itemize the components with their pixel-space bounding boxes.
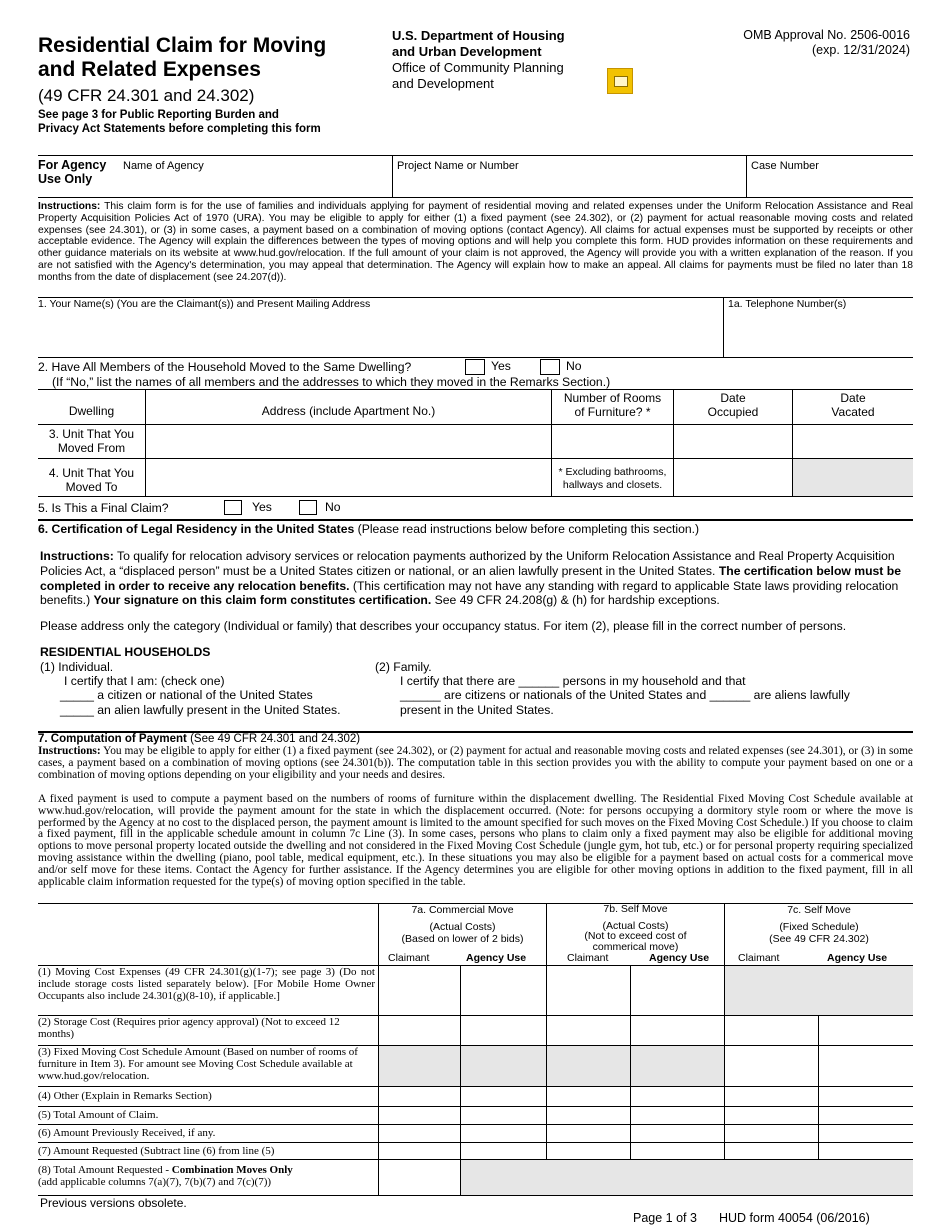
individual-option-citizen[interactable]: _____ a citizen or national of the United States xyxy=(60,688,313,702)
section6-instr-bold2: Your signature on this claim form constitutes certification. xyxy=(93,593,432,608)
case-number-label: Case Number xyxy=(751,160,819,172)
row-moved-to xyxy=(38,466,145,494)
row8-text-a: (8) Total Amount Requested - xyxy=(38,1164,172,1176)
section7-instr-label: Instructions: xyxy=(38,745,101,757)
no-label: No xyxy=(566,359,582,374)
same-dwelling-no xyxy=(540,359,582,375)
section6-instr-label: Instructions: xyxy=(40,549,114,563)
office-line-1: Office of Community Planning xyxy=(392,60,564,75)
same-dwelling-yes-checkbox[interactable] xyxy=(465,359,485,375)
col-7b-line-1: 7b. Self Move xyxy=(603,903,668,915)
office-line-2: and Development xyxy=(392,76,494,91)
burden-notice-line-2: Privacy Act Statements before completing this form xyxy=(38,123,321,135)
col-vacated-line-1: Date xyxy=(840,391,866,405)
row4-line-2: Moved To xyxy=(65,480,118,494)
col-7c-line-3: (See 49 CFR 24.302) xyxy=(769,933,869,945)
moved-from-vacated-field[interactable] xyxy=(794,426,911,456)
row4-line-1: 4. Unit That You xyxy=(48,466,135,480)
final-claim-question: 5. Is This a Final Claim? xyxy=(38,501,169,515)
col-7a-commercial-move xyxy=(379,904,546,945)
dept-line-1: U.S. Department of Housing xyxy=(392,28,565,43)
section6-instr-text1: To qualify for relocation advisory services or relocation payments authorized by the Uniform Relocation Assistance and Real Property Acquisition Policies Act, a “displaced person” must be a United States citizen or national, or an alien lawfully present in the United States. xyxy=(40,549,895,578)
title-line-1: Residential Claim for Moving xyxy=(38,34,327,57)
col-rooms xyxy=(552,391,673,419)
omb-expiration: (exp. 12/31/2024) xyxy=(812,43,910,57)
department-block xyxy=(392,28,565,92)
section6-heading xyxy=(38,522,699,537)
final-yes-label: Yes xyxy=(252,500,272,514)
moved-from-address-field[interactable] xyxy=(147,426,549,456)
instructions-label: Instructions: xyxy=(38,201,101,212)
footnote-line-2: hallways and closets. xyxy=(562,478,663,491)
7a-agency-header: Agency Use xyxy=(466,952,527,964)
7c-claimant-fixed-amount-cell[interactable] xyxy=(726,1047,817,1085)
row8-text-c: (add applicable columns 7(a)(7), 7(b)(7) and 7(c)(7)) xyxy=(38,1176,272,1188)
claimant-name-label: 1. Your Name(s) (You are the Claimant(s)) and Present Mailing Address xyxy=(38,298,371,310)
col-7c-line-1: 7c. Self Move xyxy=(787,904,851,916)
page-number: Page 1 of 3 xyxy=(633,1211,697,1225)
col-7b-line-4: commerical move) xyxy=(592,940,679,953)
family-line-2[interactable]: ______ are citizens or nationals of the United States and ______ are aliens lawfully xyxy=(400,688,850,702)
individual-option-alien[interactable]: _____ an alien lawfully present in the United States. xyxy=(60,703,341,717)
family-label: (2) Family. xyxy=(375,660,432,674)
row3-line-1: 3. Unit That You xyxy=(48,427,135,441)
col-7c-fixed-schedule xyxy=(725,904,913,945)
for-agency-line-2: Use Only xyxy=(38,172,93,186)
7b-agency-header: Agency Use xyxy=(649,952,710,964)
dept-line-2: and Urban Development xyxy=(392,44,542,59)
final-claim-no xyxy=(299,500,341,515)
section7-title: 7. Computation of Payment xyxy=(38,733,187,745)
sticky-note-icon[interactable] xyxy=(607,68,633,94)
section6-instr-bold1: The certification below must be completed in order to receive any relocation benefits. xyxy=(40,563,901,593)
individual-certify: I certify that I am: (check one) xyxy=(64,674,225,688)
col-occupied-line-1: Date xyxy=(720,391,746,405)
telephone-field[interactable] xyxy=(728,312,910,354)
previous-versions-obsolete: Previous versions obsolete. xyxy=(40,1196,187,1210)
same-dwelling-yes xyxy=(465,359,511,375)
omb-number: OMB Approval No. 2506-0016 xyxy=(743,28,910,42)
claimant-name-address-field[interactable] xyxy=(40,312,720,354)
row-moving-cost-expenses: (1) Moving Cost Expenses (49 CFR 24.301(g)(1-7); see page 3) (Do not include storage costs listed separately below). [For Mobile Home Owner Occupants also include 24.301(g)(8-10), if applicable.] xyxy=(38,966,375,1002)
col-rooms-line-1: Number of Rooms xyxy=(563,391,662,405)
col-7b-line-2: (Actual Costs) xyxy=(602,919,669,932)
residential-households-heading: RESIDENTIAL HOUSEHOLDS xyxy=(40,645,211,659)
final-claim-yes-checkbox[interactable] xyxy=(224,500,242,515)
same-dwelling-question: 2. Have All Members of the Household Moved to the Same Dwelling? xyxy=(38,360,412,374)
section7-note: (See 49 CFR 24.301 and 24.302) xyxy=(186,733,361,745)
col-7c-line-2: (Fixed Schedule) xyxy=(779,921,859,933)
7a-claimant-moving-cost-cell[interactable] xyxy=(380,967,459,1014)
footnote-line-1: * Excluding bathrooms, xyxy=(558,466,667,478)
7c-claimant-header: Claimant xyxy=(738,952,780,964)
7a-claimant-storage-cell[interactable] xyxy=(380,1017,459,1044)
rooms-footnote xyxy=(552,466,673,491)
case-number-field[interactable] xyxy=(751,175,911,195)
same-dwelling-no-checkbox[interactable] xyxy=(540,359,560,375)
omb-approval xyxy=(700,28,910,58)
col-address: Address (include Apartment No.) xyxy=(261,404,436,418)
col-date-vacated xyxy=(793,391,913,419)
row3-line-2: Moved From xyxy=(57,441,126,455)
project-name-label: Project Name or Number xyxy=(397,160,519,172)
row-previously-received: (6) Amount Previously Received, if any. xyxy=(38,1127,216,1139)
for-agency-use-label xyxy=(38,158,106,186)
row-total-combination xyxy=(38,1164,368,1188)
col-7a-line-1: 7a. Commercial Move xyxy=(411,904,514,916)
section6-instr-text2: (This certification may not have any standing with regard to applicable State laws providing relocation benefits.) xyxy=(40,578,899,608)
burden-notice-line-1: See page 3 for Public Reporting Burden and xyxy=(38,109,279,121)
for-agency-line-1: For Agency xyxy=(38,158,107,172)
row-amount-requested: (7) Amount Requested (Subtract line (6) from line (5) xyxy=(38,1145,275,1157)
section7-fixed-payment-paragraph: A fixed payment is used to compute a payment based on the numbers of rooms of furniture within the displacement dwelling. The Residential Fixed Moving Cost Schedule available at www.hud.gov/relocation, will provide the payment amount for the state in which the displacement occurred. (Note: for persons occupying a dormitory style room or where the move is performed by the Agency at no cost to the displaced person, the payment amount is limited to the amount specified for such moves on the Fixed Moving Cost Schedule.) If you choose to claim a fixed payment, fill in the applicable schedule amount in column 7c Line (3). In some cases, persons who plans to claim only a fixed payment may also be eligible for additional moving options to move personal property located outside the dwelling and not considered in the Fixed Moving Cost Schedule (jungle gym, hot tub, etc.) or for personal property requiring specialized moving assistance within the dwelling (piano, pool table, medical equipment, etc.). In these situations you may also be eligible for a payment based on actual costs for a commerical move and/or self move for these items. Contact the Agency for further assistance. If the Agency determines you are eligible for other moving options in addition to the fixed payment, fill in all applicable claim information requested for the type(s) of moving option specified in the table. xyxy=(38,793,913,888)
cfr-reference: (49 CFR 24.301 and 24.302) xyxy=(38,86,255,105)
row-total-claim: (5) Total Amount of Claim. xyxy=(38,1109,159,1121)
family-line-3: present in the United States. xyxy=(400,703,554,717)
col-rooms-line-2: of Furniture? * xyxy=(574,405,651,419)
final-no-label: No xyxy=(325,500,341,514)
col-occupied-line-2: Occupied xyxy=(707,405,759,419)
moved-to-address-field[interactable] xyxy=(147,460,549,494)
burden-notice xyxy=(38,108,321,136)
form-title xyxy=(38,34,326,82)
col-7a-line-2: (Actual Costs) xyxy=(429,921,496,933)
instructions-paragraph xyxy=(38,201,913,284)
row-fixed-schedule-amount: (3) Fixed Moving Cost Schedule Amount (Based on number of rooms of furniture in Item 3). For amount see Moving Cost Schedule available at www.hud.gov/relocation. xyxy=(38,1046,358,1082)
section7-instructions xyxy=(38,745,913,781)
section6-note: (Please read instructions below before completing this section.) xyxy=(354,522,700,536)
telephone-label: 1a. Telephone Number(s) xyxy=(728,298,847,310)
col-vacated-line-2: Vacated xyxy=(831,405,875,419)
title-line-2: and Related Expenses xyxy=(38,58,261,81)
moved-to-occupied-field[interactable] xyxy=(675,460,790,494)
moved-from-occupied-field[interactable] xyxy=(675,426,790,456)
row8-bold: Combination Moves Only xyxy=(171,1164,293,1176)
final-claim-yes xyxy=(224,500,272,515)
instructions-text: This claim form is for the use of families and individuals applying for payment of residential moving and related expenses under the Uniform Relocation Assistance and Real Property Acquisition Policies Act of 1970 (URA). You may be eligible to apply for either (1) a fixed payment (see 24.302), or (2) payment for actual reasonable moving costs and related expenses (see 24.301), or (3) in some cases, a payment based on a combination of moving options (contact Agency). All claims for actual expenses must be supported by receipts or other acceptable evidence. The Agency will explain the differences between the types of moving options and will help you complete this form. HUD provides information on these requirements and other guidance materials on its website at www.hud.gov/relocation. If the full amount of your claim is not approved, the Agency will provide you with a written explanation of the reason. If you are not satisfied with the Agency's determination, you may appeal that determination. The Agency will explain how to make an appeal. All claims for payments must be filed no later than 18 months from the date of displacement (see 24.207(d)). xyxy=(38,201,913,283)
agency-name-label: Name of Agency xyxy=(123,160,204,172)
7c-agency-header: Agency Use xyxy=(827,952,888,964)
section6-title: 6. Certification of Legal Residency in the United States xyxy=(38,522,355,536)
row-storage-cost: (2) Storage Cost (Requires prior agency approval) (Not to exceed 12 months) xyxy=(38,1016,340,1040)
form-number: HUD form 40054 (06/2016) xyxy=(719,1211,870,1225)
col-date-occupied xyxy=(674,391,792,419)
agency-name-field[interactable] xyxy=(123,175,388,195)
col-7b-line-3: (Not to exceed cost of xyxy=(584,930,687,942)
occupancy-note: Please address only the category (Individual or family) that describes your occupancy status. For item (2), please fill in the correct number of persons. xyxy=(40,619,847,633)
row-moved-from xyxy=(38,427,145,455)
family-line-1[interactable]: I certify that there are ______ persons in my household and that xyxy=(400,674,746,688)
project-name-field[interactable] xyxy=(397,175,742,195)
7c-claimant-storage-cell[interactable] xyxy=(726,1017,817,1044)
7b-claimant-header: Claimant xyxy=(567,952,609,964)
total-combination-claimant-cell[interactable] xyxy=(380,1161,459,1194)
yes-label: Yes xyxy=(491,359,511,374)
row-other: (4) Other (Explain in Remarks Section) xyxy=(38,1090,212,1102)
col-7a-line-3: (Based on lower of 2 bids) xyxy=(401,933,524,945)
section6-instr-text3: See 49 CFR 24.208(g) & (h) for hardship exceptions. xyxy=(431,593,720,608)
7a-claimant-header: Claimant xyxy=(388,952,430,964)
section7-instr-text: You may be eligible to apply for either (1) a fixed payment (see 24.302), or (2) payment for actual and reasonable moving costs and related expenses (see 24.301), or (3) in some cases, a payment based on a combination of moving options (see 24.301(b)). The computation table in this section provides you with the ability to compute your payment based on one or a combination of moving options depending on your eligibility and your needs and desires. xyxy=(38,745,913,781)
same-dwelling-note: (If “No,” list the names of all members and the addresses to which they moved in the Remarks Section.) xyxy=(52,375,611,389)
col-dwelling: Dwelling xyxy=(68,404,115,418)
final-claim-no-checkbox[interactable] xyxy=(299,500,317,515)
col-7b-self-move xyxy=(547,904,724,952)
section6-instructions xyxy=(40,549,910,608)
moved-from-rooms-field[interactable] xyxy=(553,426,671,456)
individual-label: (1) Individual. xyxy=(40,660,114,674)
7b-claimant-moving-cost-cell[interactable] xyxy=(548,967,629,1014)
7b-claimant-storage-cell[interactable] xyxy=(548,1017,629,1044)
